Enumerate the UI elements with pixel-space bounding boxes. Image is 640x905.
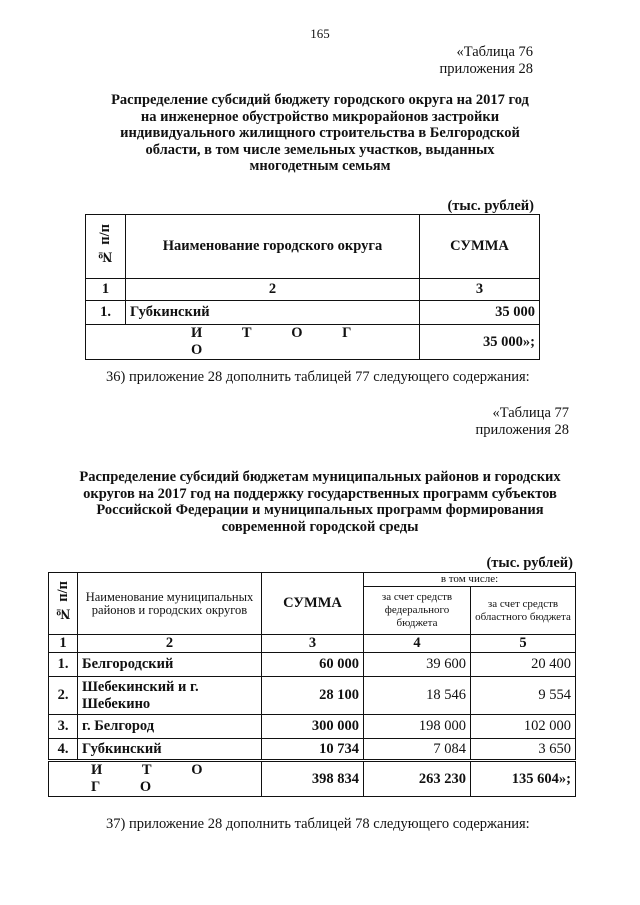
table77 (48, 572, 576, 797)
table76-header-num (86, 215, 126, 279)
table76-title-line: индивидуального жилищного строительства в Белгородской (120, 125, 520, 141)
row-num: 1. (49, 653, 78, 677)
row-regional: 9 554 (471, 677, 576, 715)
total-sum: 398 834 (262, 761, 364, 797)
table76-header-name: Наименование городского округа (126, 215, 420, 279)
table76-ref-line2: приложения 28 (439, 61, 533, 77)
table77-header-num (49, 573, 78, 635)
row-num: 3. (49, 715, 78, 739)
table76-title-line: многодетным семьям (249, 158, 391, 174)
table77-title-line: Российской Федерации и муниципальных программ формирования (96, 502, 544, 518)
table76-col-numbers (86, 279, 540, 301)
total-label (86, 325, 420, 360)
table76-reference (300, 44, 533, 78)
row-name: г. Белгород (78, 715, 262, 739)
row-federal: 198 000 (364, 715, 471, 739)
row-name: Губкинский (78, 739, 262, 761)
row-federal: 7 084 (364, 739, 471, 761)
col-number: 3 (262, 635, 364, 653)
table76-title-line: на инженерное обустройство микрорайонов застройки (140, 108, 500, 125)
table77-header-including: в том числе: (364, 573, 576, 587)
col-number: 2 (126, 279, 420, 301)
table77-unit: (тыс. рублей) (486, 555, 573, 571)
table76-unit: (тыс. рублей) (447, 198, 534, 214)
total-label-text: И Т О Г О (191, 325, 370, 358)
row-federal: 39 600 (364, 653, 471, 677)
page-number: 165 (310, 26, 330, 41)
row-sum: 60 000 (262, 653, 364, 677)
total-federal: 263 230 (364, 761, 471, 797)
table77-reference (330, 405, 569, 439)
row-regional: 102 000 (471, 715, 576, 739)
row-regional: 3 650 (471, 739, 576, 761)
table77-header-federal: за счет средств федерального бюджета (364, 587, 471, 635)
row-name: Белгородский (78, 653, 262, 677)
table77-title-line: округов на 2017 год на поддержку государственных программ субъектов (83, 485, 557, 502)
table76-title (70, 92, 570, 175)
table76 (85, 214, 540, 360)
col-number: 4 (364, 635, 471, 653)
row-sum: 10 734 (262, 739, 364, 761)
col-number: 1 (49, 635, 78, 653)
row-federal: 18 546 (364, 677, 471, 715)
table76-header-num-text: № п/п (97, 223, 113, 265)
instruction-37: 37) приложение 28 дополнить таблицей 78 следующего содержания: (106, 816, 530, 832)
row-name: Губкинский (126, 301, 420, 325)
col-number: 1 (86, 279, 126, 301)
table77-ref-line1: «Таблица 77 (492, 405, 569, 421)
instruction-36: 36) приложение 28 дополнить таблицей 77 следующего содержания: (106, 369, 530, 385)
row-name: Шебекинский и г. Шебекино (78, 677, 262, 715)
table-row (49, 677, 576, 715)
col-number: 2 (78, 635, 262, 653)
col-number: 3 (420, 279, 540, 301)
table77-col-numbers (49, 635, 576, 653)
table-row (49, 653, 576, 677)
row-num: 1. (86, 301, 126, 325)
table-row (49, 739, 576, 761)
table76-ref-line1: «Таблица 76 (456, 44, 533, 60)
table76-title-line: области, в том числе земельных участков, выданных (145, 141, 495, 158)
total-label-text: И Т О Г О (91, 762, 221, 795)
table77-total-row (49, 761, 576, 797)
row-sum: 28 100 (262, 677, 364, 715)
table-row (49, 715, 576, 739)
total-sum: 35 000»; (420, 325, 540, 360)
table77-header-name: Наименование муниципальных районов и городских округов (78, 573, 262, 635)
row-num: 2. (49, 677, 78, 715)
table-row (86, 301, 540, 325)
table77-title-line: современной городской среды (221, 518, 419, 535)
row-regional: 20 400 (471, 653, 576, 677)
table77-header-sum: СУММА (262, 573, 364, 635)
table76-total-row (86, 325, 540, 360)
row-sum: 35 000 (420, 301, 540, 325)
table77-title-line: Распределение субсидий бюджетам муниципальных районов и городских (79, 469, 561, 485)
table77-title (45, 469, 595, 535)
row-sum: 300 000 (262, 715, 364, 739)
table77-header-regional: за счет средств областного бюджета (471, 587, 576, 635)
table77-ref-line2: приложения 28 (475, 422, 569, 438)
table77-header-num-text: № п/п (54, 580, 71, 622)
row-num: 4. (49, 739, 78, 761)
total-label (49, 761, 262, 797)
col-number: 5 (471, 635, 576, 653)
total-regional: 135 604»; (471, 761, 576, 797)
table76-header-sum: СУММА (420, 215, 540, 279)
table76-title-line: Распределение субсидий бюджету городского округа на 2017 год (111, 92, 529, 108)
